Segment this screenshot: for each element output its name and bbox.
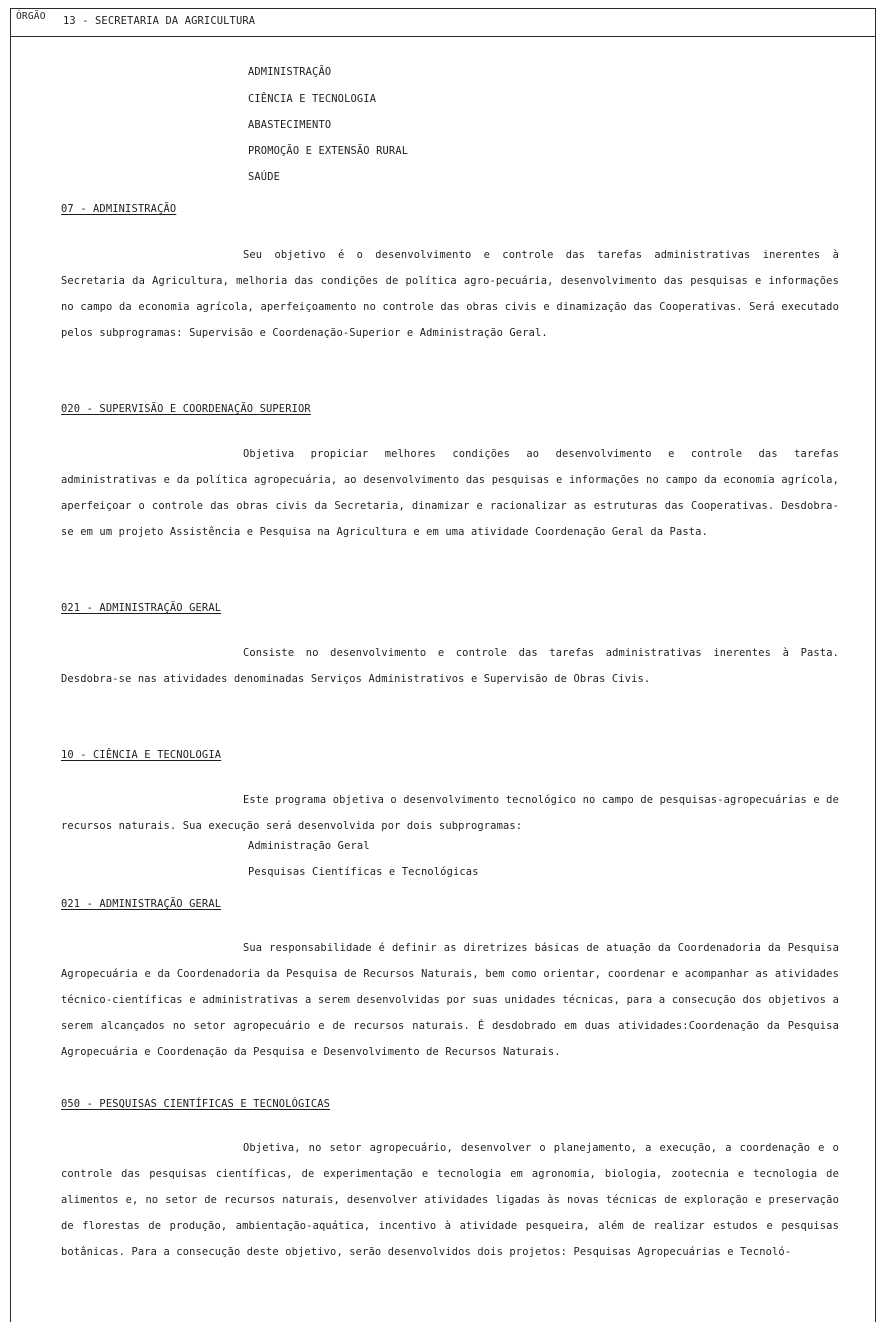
program-item: SAÚDE bbox=[248, 171, 281, 183]
section-paragraph bbox=[61, 1135, 839, 1265]
section-paragraph bbox=[61, 441, 839, 545]
section-heading: 07 - ADMINISTRAÇÃO bbox=[61, 203, 177, 215]
orgao-title: 13 - SECRETARIA DA AGRICULTURA bbox=[63, 15, 256, 27]
subprogram-item: Administração Geral bbox=[248, 840, 370, 852]
left-border-rule bbox=[10, 8, 11, 1322]
section-heading: 10 - CIÊNCIA E TECNOLOGIA bbox=[61, 749, 222, 761]
section-heading: 021 - ADMINISTRAÇÃO GERAL bbox=[61, 602, 222, 614]
header-divider-rule bbox=[10, 36, 876, 37]
orgao-label: ÓRGÃO bbox=[16, 11, 46, 22]
section-paragraph bbox=[61, 242, 839, 346]
program-item: ABASTECIMENTO bbox=[248, 119, 332, 131]
section-text: Este programa objetiva o desenvolvimento tecnológico no campo de pesquisas-agropecuárias e de recursos naturais. Sua execução será desenvolvida por dois subprogramas: bbox=[61, 794, 839, 833]
section-text: Consiste no desenvolvimento e controle das tarefas administrativas inerentes à Pasta. Desdobra-se nas atividades denominadas Serviços Administrativos e Supervisão de Obras Civis. bbox=[61, 647, 839, 686]
program-item: CIÊNCIA E TECNOLOGIA bbox=[248, 93, 377, 105]
right-border-rule bbox=[875, 8, 876, 1322]
section-paragraph bbox=[61, 935, 839, 1065]
section-text: Objetiva propiciar melhores condições ao desenvolvimento e controle das tarefas administrativas e da política agropecuária, ao desenvolvimento das pesquisas e informações no campo da economia agrícola, aperfeiçoar o controle das obras civis da Secretaria, dinamizar e racionalizar as estruturas das Cooperativas. Desdobra-se em um projeto Assistência e Pesquisa na Agricultura e em uma atividade Coordenação Geral da Pasta. bbox=[61, 448, 839, 539]
program-item: ADMINISTRAÇÃO bbox=[248, 66, 332, 78]
section-paragraph bbox=[61, 640, 839, 692]
subprogram-item: Pesquisas Científicas e Tecnológicas bbox=[248, 866, 479, 878]
section-paragraph bbox=[61, 787, 839, 839]
section-text: Objetiva, no setor agropecuário, desenvolver o planejamento, a execução, a coordenação e o controle das pesquisas científicas, de experimentação e tecnologia em agronomia, biologia, zootecnia e tecnologia de alimentos e, no setor de recursos naturais, desenvolver atividades ligadas às novas técnicas de exploração e preservação de florestas de produção, ambientação-aquática, incentivo à atividade pesqueira, além de realizar estudos e pesquisas botânicas. Para a consecução deste objetivo, serão desenvolvidos dois projetos: Pesquisas Agropecuárias e Tecnoló- bbox=[61, 1142, 839, 1259]
section-text: Seu objetivo é o desenvolvimento e controle das tarefas administrativas inerentes à Secretaria da Agricultura, melhoria das condições de política agro-pecuária, desenvolvimento das pesquisas e informações no campo da economia agrícola, aperfeiçoamento no controle das obras civis e dinamização das Cooperativas. Será executado pelos subprogramas: Supervisão e Coordenação-Superior e Administração Geral. bbox=[61, 249, 839, 340]
section-heading: 050 - PESQUISAS CIENTÍFICAS E TECNOLÓGICAS bbox=[61, 1098, 331, 1110]
section-text: Sua responsabilidade é definir as diretrizes básicas de atuação da Coordenadoria da Pesquisa Agropecuária e da Coordenadoria da Pesquisa de Recursos Naturais, bem como orientar, coordenar e acompanhar as atividades técnico-científicas e administrativas a serem desenvolvidas por suas unidades técnicas, para a consecução dos objetivos a serem alcançados no setor agropecuário e de recursos naturais. É desdobrado em duas atividades:Coordenação da Pesquisa Agropecuária e Coordenação da Pesquisa e Desenvolvimento de Recursos Naturais. bbox=[61, 942, 839, 1059]
section-heading: 020 - SUPERVISÃO E COORDENAÇÃO SUPERIOR bbox=[61, 403, 311, 415]
program-item: PROMOÇÃO E EXTENSÃO RURAL bbox=[248, 145, 409, 157]
section-heading: 021 - ADMINISTRAÇÃO GERAL bbox=[61, 898, 222, 910]
top-border-rule bbox=[10, 8, 876, 9]
